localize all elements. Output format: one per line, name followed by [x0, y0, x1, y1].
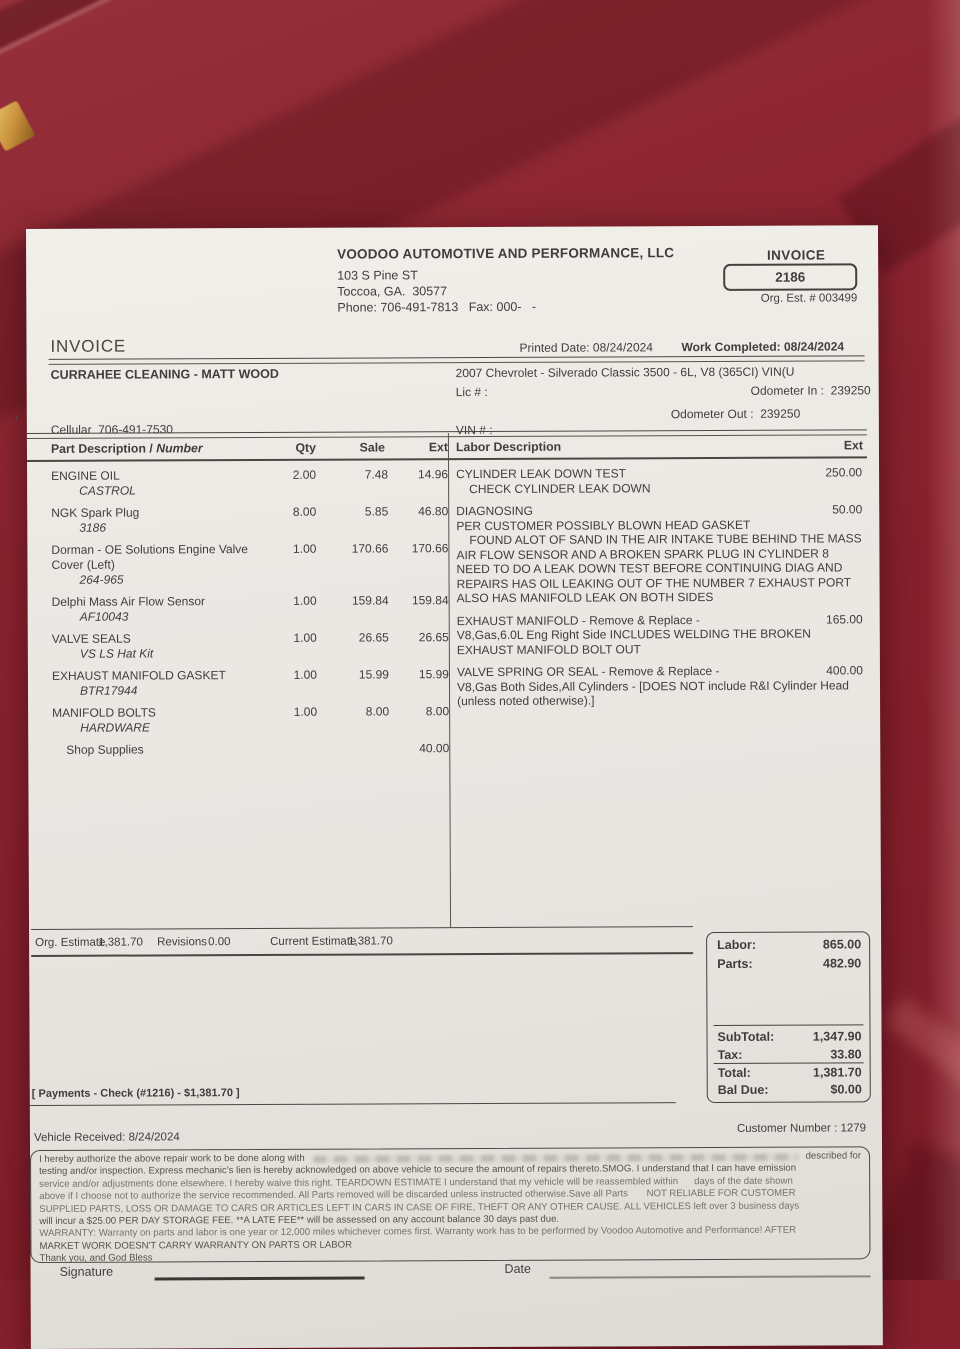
signature-label: Signature — [59, 1264, 114, 1279]
labor-total-label: Labor: — [717, 937, 757, 952]
date-line — [550, 1275, 871, 1278]
column-header-number-italic: Number — [156, 441, 203, 456]
part-description: Dorman - OE Solutions Engine Valve Cover (Left) — [51, 542, 248, 572]
labor-total-value: 865.00 — [822, 937, 862, 952]
part-qty: 8.00 — [292, 504, 317, 519]
totals-parts-row — [717, 956, 861, 971]
balance-due-label: Bal Due: — [717, 1082, 769, 1097]
divider-estimates-bottom — [31, 952, 693, 956]
disclaimer-line: WARRANTY: Warranty on parts and labor is one year or 12,000 miles whichever comes first. Warranty work has to be performed by Voodoo Automotive and Performance! AFTER — [39, 1225, 797, 1240]
company-address-line1: 103 S Pine ST — [337, 268, 418, 283]
disclaimer-line: service and/or adjustments done elsewhere. I hereby waive this right. TEARDOWN ESTIMATE I understand that my vehicle will be reassembled within days of the date shown — [39, 1175, 793, 1190]
disclaimer-line: MARKET WORK DOESN'T CARRY WARRANTY ON PARTS OR LABOR — [39, 1239, 353, 1252]
disclaimer-line: testing and/or inspection. Express mechanic's lien is hereby acknowledged on above vehicle to secure the amount of repairs thereto.SMOG. I understand that I can have emission — [39, 1163, 797, 1178]
revisions-label: Revisions — [157, 936, 207, 949]
company-name: VOODOO AUTOMOTIVE AND PERFORMANCE, LLC — [337, 245, 675, 262]
labor-title: EXHAUST MANIFOLD - Remove & Replace - — [456, 612, 700, 628]
part-ext: 46.80 — [418, 504, 449, 519]
labor-title: DIAGNOSING — [456, 503, 533, 519]
totals-balance-row — [718, 1082, 862, 1097]
labor-row — [457, 663, 863, 708]
divider-header — [49, 355, 865, 365]
customer-number: Customer Number : 1279 — [736, 1122, 867, 1135]
total-value: 1,381.70 — [812, 1065, 862, 1080]
labor-detail: V8,Gas,6.0L Eng Right Side INCLUDES WELDING THE BROKEN EXHAUST MANIFOLD BOLT OUT — [456, 626, 811, 657]
column-header-ext: Ext — [428, 440, 448, 455]
tax-value: 33.80 — [830, 1047, 862, 1062]
part-ext: 159.84 — [411, 593, 449, 608]
odometer-in: Odometer In : 239250 — [750, 383, 871, 398]
column-header-labor-description: Labor Description — [455, 439, 562, 455]
labor-detail: CHECK CYLINDER LEAK DOWN — [469, 480, 651, 496]
part-number: 264-965 — [79, 572, 124, 587]
totals-labor-row — [717, 937, 861, 952]
part-number: HARDWARE — [80, 720, 151, 735]
part-row — [52, 741, 450, 758]
printed-date: Printed Date: 08/24/2024 — [519, 340, 653, 355]
part-row — [52, 593, 450, 625]
part-row — [51, 541, 449, 588]
part-ext: 8.00 — [425, 704, 450, 719]
part-row — [52, 704, 450, 736]
subtotal-label: SubTotal: — [717, 1029, 775, 1044]
divider-total — [714, 1062, 864, 1064]
part-row — [51, 504, 449, 536]
part-description: MANIFOLD BOLTS — [52, 705, 156, 720]
labor-detail: V8,Gas Both Sides,All Cylinders - [DOES NOT include R&I Cylinder Head (unless noted otherwise).] — [456, 677, 849, 709]
company-phone-fax: Phone: 706-491-7813 Fax: 000- - — [337, 299, 537, 315]
labor-row — [456, 465, 862, 496]
disclaimer-line: SUPPLIED PARTS, LOSS OR DAMAGE TO CARS OR ARTICLES LEFT IN CARS IN CASE OF FIRE, THEFT OR ANY OTHER CAUSE. ALL VEHICLES left over 3 business days — [39, 1200, 800, 1215]
labor-row — [456, 502, 862, 605]
part-number: AF10043 — [79, 609, 129, 624]
labor-ext: 165.00 — [825, 611, 863, 627]
parts-total-value: 482.90 — [822, 956, 862, 971]
date-label: Date — [504, 1261, 531, 1276]
column-header-part-description — [51, 441, 203, 456]
cellular-phone: Cellular 706-491-7530 — [50, 422, 173, 437]
totals-subtotal-row — [718, 1029, 862, 1044]
part-description: NGK Spark Plug — [51, 505, 140, 520]
part-description: EXHAUST MANIFOLD GASKET — [51, 668, 226, 683]
part-sale: 5.85 — [364, 504, 389, 519]
part-description: Delphi Mass Air Flow Sensor — [51, 594, 206, 609]
authorization-disclaimer-box — [30, 1146, 870, 1263]
part-ext: 40.00 — [419, 741, 450, 756]
original-estimate-number: Org. Est. # 003499 — [760, 292, 858, 305]
totals-box — [706, 931, 871, 1103]
part-ext: 26.65 — [418, 630, 449, 645]
disclaimer-line: will incur a $25.00 PER DAY STORAGE FEE. **A LATE FEE** will be assessed on any account balance 30 days past due. — [39, 1213, 560, 1227]
labor-table — [456, 465, 863, 716]
disclaimer-line: above if I choose not to authorize the service recommended. All Parts removed will be discarded unless instructed otherwise.Save all Parts NOT RELIABLE FOR CUSTOMER — [39, 1187, 796, 1203]
part-sale: 159.84 — [351, 593, 389, 608]
disclaimer-text: described for — [805, 1150, 862, 1162]
disclaimer-line: Thank you, and God Bless — [39, 1252, 153, 1265]
parts-table — [51, 467, 450, 765]
illegible-faded-text — [313, 1153, 798, 1162]
part-number: VS LS Hat Kit — [79, 646, 154, 661]
org-estimate-label: Org. Estimate — [35, 936, 106, 949]
column-header-labor-ext: Ext — [843, 438, 863, 453]
vehicle-received-date: Vehicle Received: 8/24/2024 — [33, 1131, 180, 1144]
customer-name: CURRAHEE CLEANING - MATT WOOD — [50, 366, 279, 382]
payments-note: [ Payments - Check (#1216) - $1,381.70 ] — [31, 1087, 240, 1100]
part-qty: 1.00 — [293, 541, 317, 556]
invoice-paper — [14, 225, 883, 1349]
column-header-part-description-text: Part Description / — [50, 441, 157, 456]
revisions-value: 0.00 — [208, 936, 231, 949]
odometer-out: Odometer Out : 239250 — [670, 406, 801, 422]
totals-total-row — [718, 1065, 862, 1080]
current-estimate-value: 1,381.70 — [348, 935, 393, 948]
part-description: ENGINE OIL — [51, 468, 120, 483]
column-header-sale: Sale — [359, 440, 385, 455]
part-row — [51, 467, 449, 499]
part-sale: 7.48 — [364, 467, 389, 482]
current-estimate-label: Current Estimate — [270, 935, 357, 948]
part-qty: 1.00 — [293, 630, 317, 645]
stray-mark: , — [14, 407, 19, 422]
labor-row — [457, 612, 863, 657]
part-number: BTR17944 — [79, 683, 138, 698]
vehicle-description: 2007 Chevrolet - Silverado Classic 3500 - 6L, V8 (365CI) VIN(U — [455, 364, 795, 381]
total-label: Total: — [717, 1065, 751, 1080]
labor-title: CYLINDER LEAK DOWN TEST — [456, 466, 626, 482]
license-label: Lic # : — [455, 384, 488, 400]
work-completed-date: Work Completed: 08/24/2024 — [681, 339, 845, 355]
part-ext: 170.66 — [411, 541, 449, 556]
part-qty: 1.00 — [293, 667, 317, 682]
labor-title: VALVE SPRING OR SEAL - Remove & Replace - — [456, 663, 720, 680]
org-estimate-value: 1,381.70 — [98, 936, 143, 949]
invoice-number-box: 2186 — [723, 263, 857, 291]
totals-tax-row — [718, 1047, 862, 1062]
part-row — [52, 667, 450, 699]
divider-estimates-top — [31, 926, 693, 930]
vin-label: VIN # : — [455, 422, 493, 438]
part-ext: 15.99 — [418, 667, 449, 682]
part-qty: 1.00 — [293, 593, 317, 608]
gold-reflection — [0, 100, 35, 151]
part-sale: 26.65 — [358, 630, 389, 645]
labor-ext: 250.00 — [825, 465, 863, 480]
part-description: VALVE SEALS — [51, 631, 131, 646]
part-row — [52, 630, 450, 662]
part-ext: 14.96 — [418, 467, 449, 482]
labor-detail: FOUND ALOT OF SAND IN THE AIR INTAKE TUBE BEHIND THE MASS AIR FLOW SENSOR AND A BROKEN SPARK PLUG IN CYLINDER 8 NEED TO DO A LEAK DOWN TEST BEFORE CONTINUING DIAG AND REPAIRS HAS OIL LEAKING OUT OF THE NUMBER 7 EXHAUST PORT ALSO HAS MANIFOLD LEAK ON BOTH SIDES — [456, 531, 862, 606]
column-header-qty: Qty — [295, 440, 316, 455]
divider-subtotal — [713, 1024, 863, 1026]
tax-label: Tax: — [717, 1047, 743, 1062]
document-title: INVOICE — [50, 336, 127, 356]
company-address-line2: Toccoa, GA. 30577 — [337, 284, 448, 299]
part-sale: 170.66 — [351, 541, 389, 556]
labor-ext: 50.00 — [832, 502, 863, 517]
labor-ext: 400.00 — [826, 663, 863, 678]
parts-total-label: Parts: — [717, 956, 753, 971]
part-sale: 8.00 — [365, 704, 390, 719]
disclaimer-text: I hereby authorize the above repair work to be done along with — [39, 1152, 305, 1165]
labor-detail: PER CUSTOMER POSSIBLY BLOWN HEAD GASKET — [456, 517, 751, 533]
part-qty: 1.00 — [293, 704, 318, 719]
part-description: Shop Supplies — [66, 742, 144, 757]
part-number: 3186 — [79, 520, 107, 535]
part-sale: 15.99 — [358, 667, 389, 682]
balance-due-value: $0.00 — [830, 1082, 862, 1097]
divider-payments — [30, 1102, 676, 1106]
invoice-box-label: INVOICE — [766, 247, 826, 263]
part-qty: 2.00 — [292, 467, 317, 482]
part-number: CASTROL — [79, 483, 136, 498]
subtotal-value: 1,347.90 — [812, 1029, 862, 1044]
